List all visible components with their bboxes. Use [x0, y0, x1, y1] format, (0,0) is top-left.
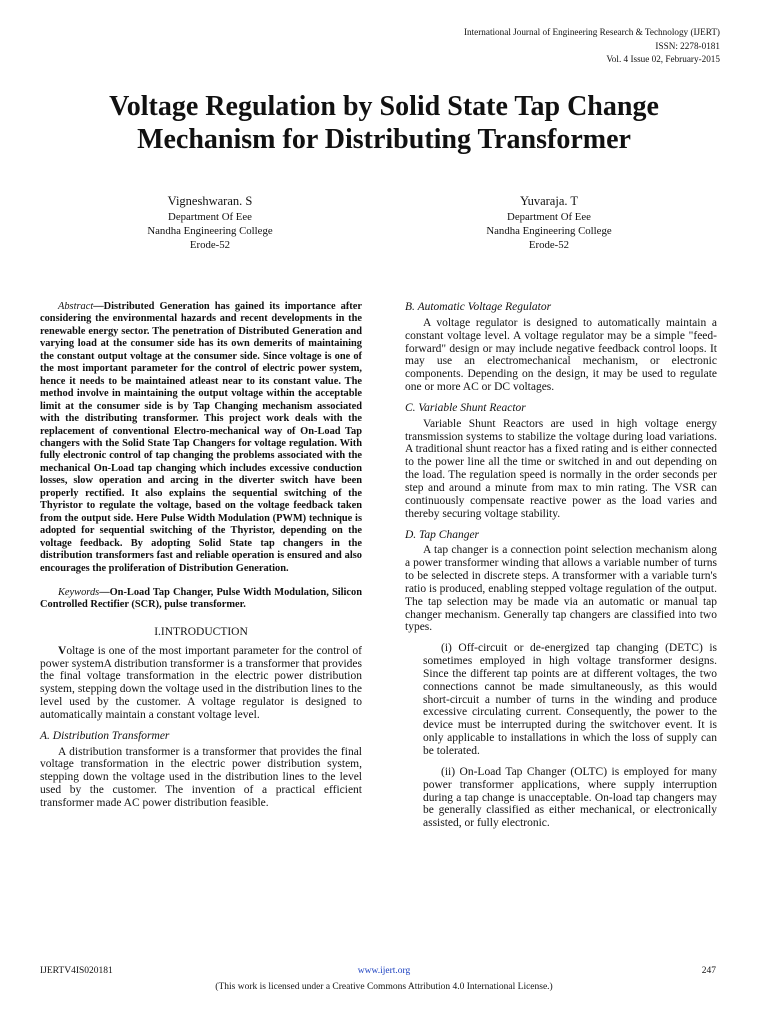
keywords-text: —On-Load Tap Changer, Pulse Width Modulation, Silicon Controlled Rectifier (SCR), pulse transformer.: [40, 586, 362, 611]
intro-paragraph: [40, 645, 362, 722]
author-city: Erode-52: [189, 239, 231, 251]
paper-title: [40, 90, 728, 156]
left-column: [40, 301, 362, 810]
intro-dropcap: V: [58, 644, 67, 657]
subsection-heading-distribution-transformer: A. Distribution Transformer: [40, 729, 170, 742]
keywords-label: Keywords: [58, 586, 100, 598]
subsection-heading-voltage-regulator: B. Automatic Voltage Regulator: [405, 301, 552, 313]
paper-title-line-1: Voltage Regulation by Solid State Tap Change: [109, 91, 659, 122]
tap-changer-paragraph: A tap changer is a connection point selection mechanism along a power transformer winding that allows a variable number of turns to be selected in discrete steps. A transformer with a variable turn's ratio is produced, enabling stepped voltage regulation of the output. The tap selection may be made via an automatic or manual tap changer mechanism. Generally tap changers are classified into two types.: [405, 544, 717, 634]
paper-title-line-2: Mechanism for Distributing Transformer: [137, 124, 631, 155]
tap-changer-item-detc: (i) Off-circuit or de-energized tap changing (DETC) is sometimes employed in high voltage transformer designs. Since the different tap points are at different voltages, the two connections cannot be made simultaneously, as this would short-circuit a number of turns in the winding and produce excessive circulating current. Consequently, the power to the device must be interrupted during the switchover event. It is only applicable to installations in which the loss of supply can be tolerated.: [423, 642, 717, 757]
author-department: Department Of Eee: [507, 211, 591, 223]
author-block: [80, 193, 340, 252]
subsection-heading-shunt-reactor: C. Variable Shunt Reactor: [405, 401, 526, 414]
journal-volume: Vol. 4 Issue 02, February-2015: [606, 54, 720, 64]
journal-header: [464, 26, 720, 67]
abstract: [40, 301, 362, 575]
author-name: Vigneshwaran. S: [167, 194, 253, 208]
subsection-heading-tap-changer: D. Tap Changer: [405, 528, 480, 541]
distribution-transformer-paragraph: A distribution transformer is a transformer that provides the final voltage transformation in the electric power distribution system, stepping down the voltage used in the distribution lines to the level used by the customer. The invention of a practical efficient transformer made AC power distribution feasible.: [40, 745, 362, 809]
shunt-reactor-paragraph: Variable Shunt Reactors are used in high voltage energy transmission systems to stabilize the voltage during load variations. A traditional shunt reactor has a fixed rating and is either connected to the power line all the time or switched in and out depending on the load. The regulation speed is normally in the order seconds per step and around a minute from max to min rating. The VSR can continuously compensate reactive power as the load varies and thereby securing voltage stability.: [405, 417, 717, 520]
right-column: [405, 301, 717, 830]
abstract-label: Abstract: [58, 301, 94, 312]
abstract-text: —Distributed Generation has gained its importance after considering the environmental hazards and recent developments in the renewable energy sector. The penetration of Distributed Generation and varying load at the consumer side has its own demerits of maintaining the constant output voltage at the consumer side. Since voltage is one of the most important parameter for the control of electric power system, hence it needs to be maintained atleast near to its constant value. The method involve in maintaining the output voltage within the acceptable limit at the consumer side is by Tap Changing mechanism associated with the distributing transformer. This project work deals with the replacement of conventional Electro-mechanical way of On-Load Tap changers with the Solid State Tap Changers for voltage regulation. With fully electronic control of tap changing the problems associated with the mechanical On-Load tap changing which includes excessive conduction losses, slow operation and arcing in the diverter switch have been properly rectified. It also explains the sequential switching of the Thyristor to regulate the voltage, based on the voltage feedback taken from the output side. Here Pulse Width Modulation (PWM) technique is adopted for sequential switching of the Thyristor, depending on the voltage feedback. By adopting Solid State tap changers in the distribution transformers fast and reliable operation is ensured and also encourages the proliferation of Distribution Generation.: [40, 301, 362, 574]
author-college: Nandha Engineering College: [147, 225, 273, 237]
author-department: Department Of Eee: [168, 211, 252, 223]
journal-issn: ISSN: 2278-0181: [655, 40, 720, 51]
author-block: [419, 193, 679, 252]
footer-website-link[interactable]: www.ijert.org: [357, 966, 411, 976]
license-notice: (This work is licensed under a Creative Commons Attribution 4.0 International License.): [215, 982, 553, 992]
keywords: [40, 587, 362, 612]
author-name: Yuvaraja. T: [519, 194, 579, 208]
section-heading-introduction: I.INTRODUCTION: [154, 625, 248, 638]
footer-page-number: 247: [701, 966, 716, 976]
footer-paper-id: IJERTV4IS020181: [40, 966, 113, 976]
author-city: Erode-52: [528, 239, 570, 251]
author-college: Nandha Engineering College: [486, 225, 612, 237]
journal-name: International Journal of Engineering Research & Technology (IJERT): [463, 27, 720, 37]
intro-text: oltage is one of the most important parameter for the control of power systemA distribution transformer is a transformer that provides the final voltage transformation in the electric power distribution system, stepping down the voltage used in the distribution lines to the level used by the customer. A voltage regulator is designed to automatically maintain a constant voltage level.: [40, 644, 362, 721]
voltage-regulator-paragraph: A voltage regulator is designed to automatically maintain a constant voltage level. A voltage regulator may be a simple "feed-forward" design or may include negative feedback control loops. It may use an electromechanical mechanism, or electronic components. Depending on the design, it may be used to regulate one or more AC or DC voltages.: [405, 316, 717, 394]
tap-changer-item-oltc: (ii) On-Load Tap Changer (OLTC) is employed for many power transformer applications, where supply interruption during a tap change is unacceptable. On-load tap changers may be generally classified as either mechanical, or electronically assisted, or fully electronic.: [423, 765, 717, 830]
